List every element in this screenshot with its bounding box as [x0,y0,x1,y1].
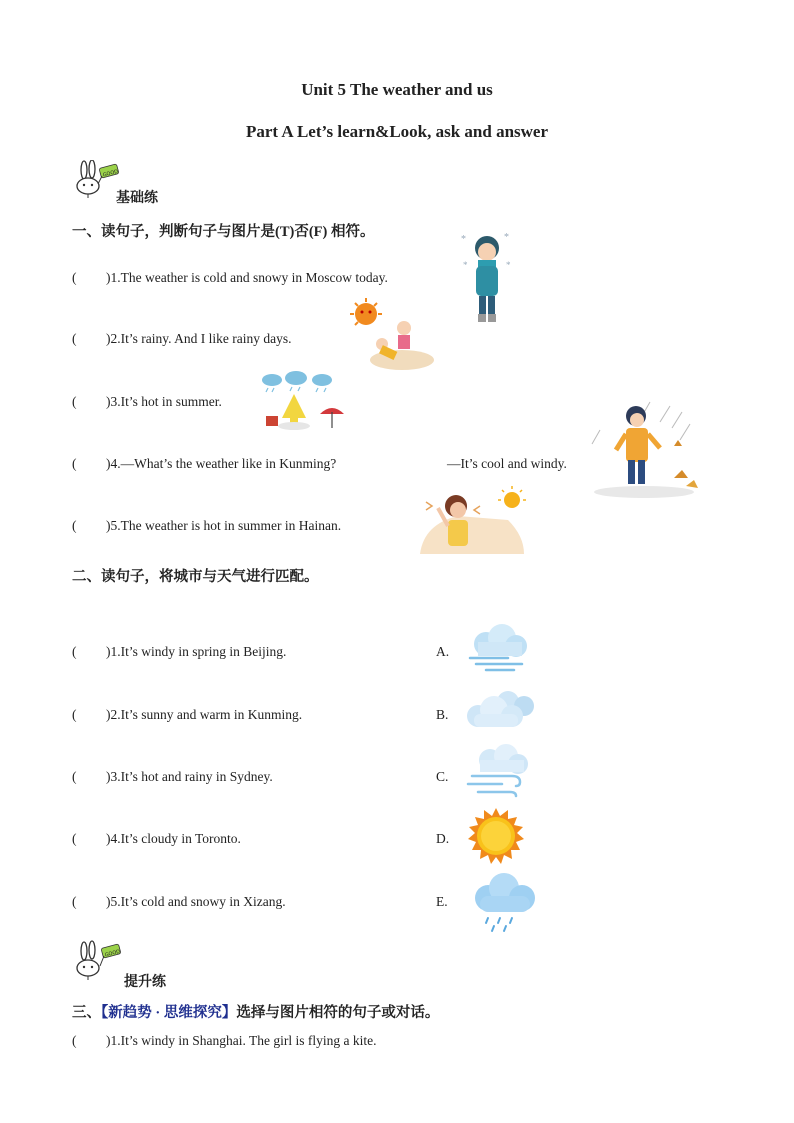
answer-blank[interactable]: ( [72,456,77,471]
question-text: )4.It’s cloudy in Toronto. [106,831,241,846]
question-text: )3.It’s hot in summer. [106,394,222,409]
question-text: )1.It’s windy in Shanghai. The girl is flying a kite. [106,1033,377,1048]
part3-heading-prefix: 三、 [72,1005,101,1021]
part1-question-4 [72,456,336,472]
cloudy-icon [462,688,538,730]
answer-blank[interactable]: ( [72,707,77,722]
option-d-label: D. [436,831,450,846]
sun-icon [466,806,526,866]
rain-cloud-icon [468,872,540,934]
part3-heading [72,1001,439,1022]
svg-text:*: * [506,260,511,270]
part1-question-3 [72,394,222,410]
cold-girl-illustration [458,228,516,326]
question-text: )2.It’s sunny and warm in Kunming. [106,707,303,722]
part2-question-4 [72,831,241,847]
part2-question-5 [72,894,286,910]
part1-question-4-answer: —It’s cool and windy. [447,456,567,471]
question-text: )3.It’s hot and rainy in Sydney. [106,769,273,784]
answer-blank[interactable]: ( [72,1033,77,1048]
part1-question-5 [72,518,341,534]
answer-blank[interactable]: ( [72,894,77,909]
hot-woman-illustration [418,486,526,556]
question-text: )1.It’s windy in spring in Beijing. [106,644,287,659]
answer-blank[interactable]: ( [72,769,77,784]
fog-cloud-icon [464,624,532,672]
part2-question-1 [72,644,286,660]
answer-blank[interactable]: ( [72,331,77,346]
question-text: )2.It’s rainy. And I like rainy days. [106,331,292,346]
good-badge-text: GOOD [102,168,119,179]
beach-kids-illustration [350,298,436,374]
svg-text:*: * [463,260,468,270]
option-b-label: B. [436,707,449,722]
part1-heading: 一、读句子，判断句子与图片是(T)否(F) 相符。 [72,224,375,240]
svg-text:*: * [504,232,509,243]
page-title: Unit 5 The weather and us [301,80,493,99]
part3-question-1 [72,1033,376,1049]
question-text: )5.The weather is hot in summer in Hainan. [106,518,342,533]
question-text: )1.The weather is cold and snowy in Moscow today. [106,270,388,285]
part1-question-2 [72,331,291,347]
section-basic-label: 基础练 [116,191,158,206]
good-badge-text: GOOD [104,948,121,959]
answer-blank[interactable]: ( [72,644,77,659]
bunny-icon [72,160,122,200]
rain-snow-illustration [258,370,344,432]
windy-girl-illustration [590,400,702,504]
windy-cloud-icon [466,744,534,798]
part2-question-2 [72,707,302,723]
answer-blank[interactable]: ( [72,394,77,409]
part2-question-3 [72,769,273,785]
part3-heading-text: 选择与图片相符的句子或对话。 [236,1005,440,1021]
bunny-icon [72,940,124,982]
question-text: )5.It’s cold and snowy in Xizang. [106,894,286,909]
svg-text:*: * [461,234,466,245]
question-text: )4.—What’s the weather like in Kunming? [106,456,337,471]
option-c-label: C. [436,769,449,784]
answer-blank[interactable]: ( [72,270,77,285]
part1-question-1 [72,270,388,286]
option-e-label: E. [436,894,448,909]
section-advanced-label: 提升练 [124,975,166,990]
option-a-label: A. [436,644,450,659]
part3-heading-tag: 【新趋势 · 思维探究】 [101,1005,237,1021]
part2-heading: 二、读句子，将城市与天气进行匹配。 [72,569,319,585]
answer-blank[interactable]: ( [72,518,77,533]
answer-blank[interactable]: ( [72,831,77,846]
page-subtitle: Part A Let’s learn&Look, ask and answer [245,122,549,141]
